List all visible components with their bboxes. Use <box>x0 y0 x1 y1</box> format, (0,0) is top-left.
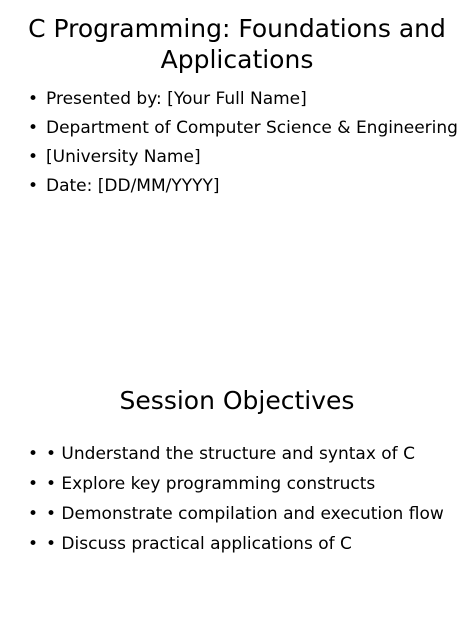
list-item <box>28 472 462 497</box>
bullet-icon: • <box>28 534 39 554</box>
department-name: Department of Computer Science & Engineering <box>46 118 458 138</box>
bullet-icon: • <box>28 474 39 494</box>
slide-title: Session Objectives <box>119 386 355 415</box>
objective-text: • Explore key programming constructs <box>46 474 376 494</box>
list-item <box>28 502 462 527</box>
objective-text: • Demonstrate compilation and execution flow <box>46 504 444 524</box>
university-name: [University Name] <box>46 147 201 167</box>
list-item <box>28 532 462 557</box>
bullet-icon: • <box>28 118 39 138</box>
slide-title-line-1: C Programming: Foundations and <box>28 14 446 43</box>
list-item <box>28 442 462 467</box>
bullet-icon: • <box>28 444 39 464</box>
presentation-date: Date: [DD/MM/YYYY] <box>46 176 220 196</box>
presenter-info-list <box>28 87 462 203</box>
objectives-list <box>28 442 462 562</box>
bullet-icon: • <box>28 147 39 167</box>
slide-title <box>24 13 450 75</box>
list-item <box>28 87 462 112</box>
objectives-slide <box>0 316 474 632</box>
objective-text: • Understand the structure and syntax of C <box>46 444 415 464</box>
list-item <box>28 116 462 141</box>
list-item <box>28 174 462 199</box>
objective-text: • Discuss practical applications of C <box>46 534 352 554</box>
list-item <box>28 145 462 170</box>
bullet-icon: • <box>28 504 39 524</box>
bullet-icon: • <box>28 89 39 109</box>
slide-title-line-2: Applications <box>160 45 314 74</box>
presenter-name: Presented by: [Your Full Name] <box>46 89 307 109</box>
bullet-icon: • <box>28 176 39 196</box>
